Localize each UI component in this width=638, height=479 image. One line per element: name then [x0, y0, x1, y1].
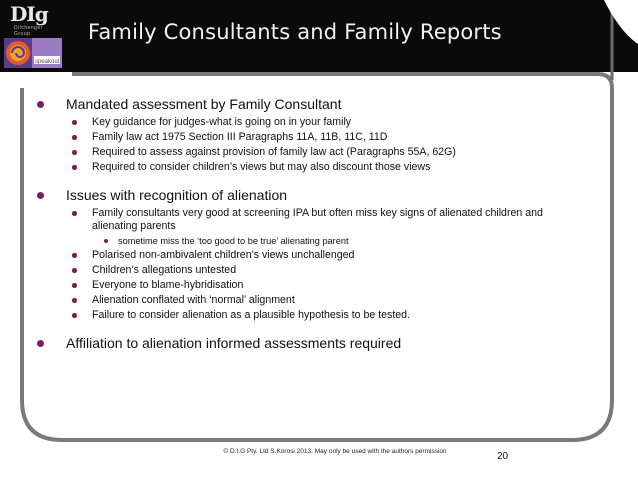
- bullet-dot-icon: [72, 268, 77, 273]
- swirl-logo-icon: [4, 38, 62, 68]
- sub-bullet-item: Children’s allegations untested: [36, 264, 621, 277]
- sub-bullet-item: Alienation conflated with ‘normal’ alignment: [36, 294, 621, 307]
- bullet-dot-icon: [37, 101, 44, 108]
- bullet-dot-icon: [37, 340, 44, 347]
- corner-shape: [594, 0, 638, 60]
- bullet-item: Affiliation to alienation informed assessments required: [36, 335, 621, 352]
- page-title: Family Consultants and Family Reports: [88, 20, 502, 44]
- sub-sub-bullet-item: sometime miss the ‘too good to be true’ alienating parent: [36, 235, 621, 247]
- copyright-note: © D.I.G Pty. Ltd S.Korosi 2013. May only be used with the authors permission: [223, 448, 447, 455]
- sub-bullet-item: Required to assess against provision of family law act (Paragraphs 55A, 62G): [36, 146, 621, 159]
- logo-text: DIg: [10, 2, 48, 26]
- bullet-dot-icon: [72, 253, 77, 258]
- page-number: 20: [497, 451, 509, 462]
- bullet-dot-icon: [72, 150, 77, 155]
- sub-bullet-item: Polarised non-ambivalent children’s views unchallenged: [36, 249, 621, 262]
- sub-bullet-item: Failure to consider alienation as a plausible hypothesis to be tested.: [36, 309, 621, 322]
- bullet-dot-icon: [104, 239, 108, 243]
- bullet-dot-icon: [72, 313, 77, 318]
- bullet-dot-icon: [72, 165, 77, 170]
- bullet-dot-icon: [72, 211, 77, 216]
- sub-bullet-item: Required to consider children’s views but may also discount those views: [36, 161, 621, 174]
- bullet-dot-icon: [72, 120, 77, 125]
- sub-bullet-item: Family law act 1975 Section III Paragraphs 11A, 11B, 11C, 11D: [36, 131, 621, 144]
- bullet-dot-icon: [37, 192, 44, 199]
- bullet-dot-icon: [72, 298, 77, 303]
- bullet-dot-icon: [72, 283, 77, 288]
- sub-bullet-item: Key guidance for judges-what is going on in your family: [36, 116, 621, 129]
- swirl-label: speakout: [35, 59, 60, 65]
- sub-bullet-item: Family consultants very good at screening IPA but often miss key signs of alienated children and alienating parents: [36, 207, 562, 233]
- bullet-dot-icon: [72, 135, 77, 140]
- bullet-item: Mandated assessment by Family Consultant: [36, 96, 621, 113]
- sub-bullet-item: Everyone to blame-hybridisation: [36, 279, 621, 292]
- bullet-content: [36, 96, 621, 352]
- logo: [4, 4, 58, 36]
- bullet-item: Issues with recognition of alienation: [36, 187, 621, 204]
- logo-subtext: Dilchenger Group: [14, 25, 43, 37]
